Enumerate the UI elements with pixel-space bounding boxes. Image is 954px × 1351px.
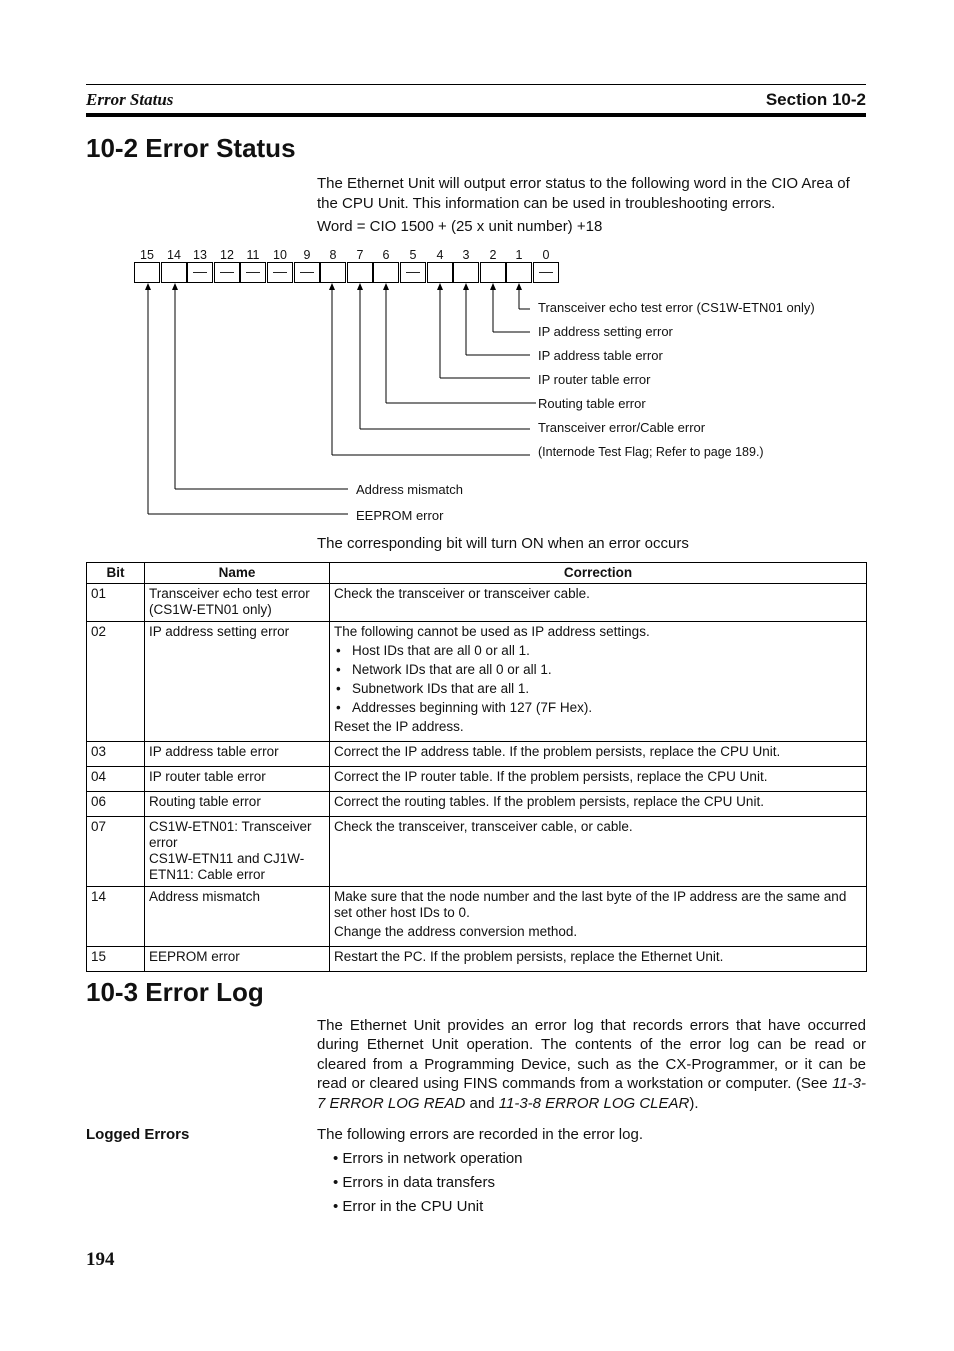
label-bit14: Address mismatch (356, 482, 463, 497)
label-bit3: IP address table error (538, 348, 663, 363)
bit-number: 3 (462, 248, 470, 262)
bit-number: 10 (273, 248, 287, 262)
bit-cell: — (533, 262, 559, 283)
correction-line: Check the transceiver, transceiver cable, or cable. (334, 819, 633, 834)
correction-line: Restart the PC. If the problem persists, replace the Ethernet Unit. (334, 949, 724, 964)
cell-bit: 15 (87, 947, 145, 972)
cell-name: IP router table error (145, 767, 330, 792)
cell-bit: 07 (87, 817, 145, 887)
label-bit6: Routing table error (538, 396, 646, 411)
bit-cell: — (400, 262, 426, 283)
bit-cell: — (267, 262, 293, 283)
correction-line: Make sure that the node number and the last byte of the IP address are the same and set other host IDs to 0. (334, 889, 847, 920)
cell-name: IP address table error (145, 742, 330, 767)
table-row (87, 622, 867, 742)
correction-line: Reset the IP address. (334, 719, 464, 734)
table-row (87, 584, 867, 622)
bit-number: 8 (329, 248, 337, 262)
label-bit8: (Internode Test Flag; Refer to page 189.) (538, 445, 764, 459)
table-header-row (87, 563, 867, 584)
label-bit7: Transceiver error/Cable error (538, 420, 706, 435)
cell-correction (330, 792, 867, 817)
correction-bullet: • Subnetwork IDs that are all 1. (334, 681, 862, 697)
col-header-name: Name (145, 563, 330, 584)
correction-bullet: • Network IDs that are all 0 or all 1. (334, 662, 862, 678)
cell-bit: 04 (87, 767, 145, 792)
bit-diagram-connectors (0, 0, 954, 540)
correction-line: The following cannot be used as IP address settings. (334, 624, 650, 639)
cell-name: EEPROM error (145, 947, 330, 972)
list-item: • Errors in network operation (333, 1150, 523, 1167)
bit-number: 9 (303, 248, 311, 262)
ref-error-log-read: 11-3-7 ERROR LOG READ (317, 1075, 866, 1112)
ref-error-log-clear: 11-3-8 ERROR LOG CLEAR (498, 1094, 690, 1112)
cell-name: Address mismatch (145, 887, 330, 947)
running-header-section: Section 10-2 (765, 90, 866, 109)
bit-number: 5 (409, 248, 417, 262)
bit-number: 0 (542, 248, 550, 262)
cell-name: IP address setting error (145, 622, 330, 742)
correction-line: Correct the routing tables. If the problem persists, replace the CPU Unit. (334, 794, 764, 809)
bit-number: 11 (246, 248, 260, 262)
cell-bit: 06 (87, 792, 145, 817)
page-number: 194 (86, 1249, 115, 1270)
word-formula: Word = CIO 1500 + (25 x unit number) +18 (317, 218, 603, 235)
list-item: • Errors in data transfers (333, 1174, 495, 1191)
col-header-correction: Correction (330, 563, 867, 584)
error-log-intro: The Ethernet Unit provides an error log that records errors that have occurred during Ethernet Unit operation. The contents of the error log can be read or cleared from a Programming Device, such as the CX-Programmer, or it can be read or cleared using FINS commands from a workstation or computer. (See 11-3-7 ERROR LOG READ and 11-3-8 ERROR LOG CLEAR). (317, 1017, 866, 1112)
table-row (87, 742, 867, 767)
section-heading-error-log: 10-3 Error Log (86, 977, 264, 1007)
correction-bullet: • Addresses beginning with 127 (7F Hex). (334, 700, 862, 716)
bit-cell: — (240, 262, 266, 283)
cell-bit: 03 (87, 742, 145, 767)
bit-number: 2 (489, 248, 497, 262)
logged-errors-intro: The following errors are recorded in the error log. (317, 1126, 643, 1143)
bit-number: 1 (515, 248, 523, 262)
correction-line: Change the address conversion method. (334, 924, 578, 939)
table-row (87, 792, 867, 817)
error-status-table (86, 562, 867, 972)
bit-cell: — (294, 262, 320, 283)
bit-number: 4 (436, 248, 444, 262)
label-bit2: IP address setting error (538, 324, 673, 339)
cell-correction (330, 584, 867, 622)
cell-name: CS1W-ETN01: Transceiver error CS1W-ETN11 and CJ1W-ETN11: Cable error (145, 817, 330, 887)
logged-errors-title: Logged Errors (86, 1126, 190, 1143)
correction-line: Check the transceiver or transceiver cable. (334, 586, 590, 601)
bit-number: 15 (140, 248, 154, 262)
cell-name: Transceiver echo test error (CS1W-ETN01 only) (145, 584, 330, 622)
bit-number: 12 (220, 248, 234, 262)
correction-line: Correct the IP address table. If the problem persists, replace the CPU Unit. (334, 744, 781, 759)
cell-bit: 02 (87, 622, 145, 742)
section-heading-error-status: 10-2 Error Status (86, 133, 296, 163)
table-row (87, 947, 867, 972)
list-item: • Error in the CPU Unit (333, 1198, 484, 1215)
bit-number: 13 (193, 248, 207, 262)
cell-correction (330, 767, 867, 792)
cell-bit: 14 (87, 887, 145, 947)
table-row (87, 817, 867, 887)
correction-line: Correct the IP router table. If the problem persists, replace the CPU Unit. (334, 769, 768, 784)
col-header-bit: Bit (87, 563, 145, 584)
cell-correction (330, 817, 867, 887)
running-header-title: Error Status (86, 90, 174, 109)
cell-correction (330, 622, 867, 742)
cell-bit: 01 (87, 584, 145, 622)
bit-cell: — (187, 262, 213, 283)
bit-cell: — (214, 262, 240, 283)
cell-correction (330, 742, 867, 767)
bit-number: 6 (382, 248, 390, 262)
table-row (87, 887, 867, 947)
table-row (87, 767, 867, 792)
bit-number: 7 (356, 248, 364, 262)
bit-caption: The corresponding bit will turn ON when an error occurs (317, 535, 689, 552)
cell-name: Routing table error (145, 792, 330, 817)
bit-number: 14 (167, 248, 181, 262)
label-bit15: EEPROM error (356, 508, 444, 523)
cell-correction (330, 947, 867, 972)
correction-bullet: • Host IDs that are all 0 or all 1. (334, 643, 862, 659)
label-bit1: Transceiver echo test error (CS1W-ETN01 only) (538, 300, 815, 315)
label-bit4: IP router table error (538, 372, 651, 387)
cell-correction (330, 887, 867, 947)
error-status-intro: The Ethernet Unit will output error status to the following word in the CIO Area of the CPU Unit. This information can be used in troubleshooting errors. (317, 175, 850, 212)
